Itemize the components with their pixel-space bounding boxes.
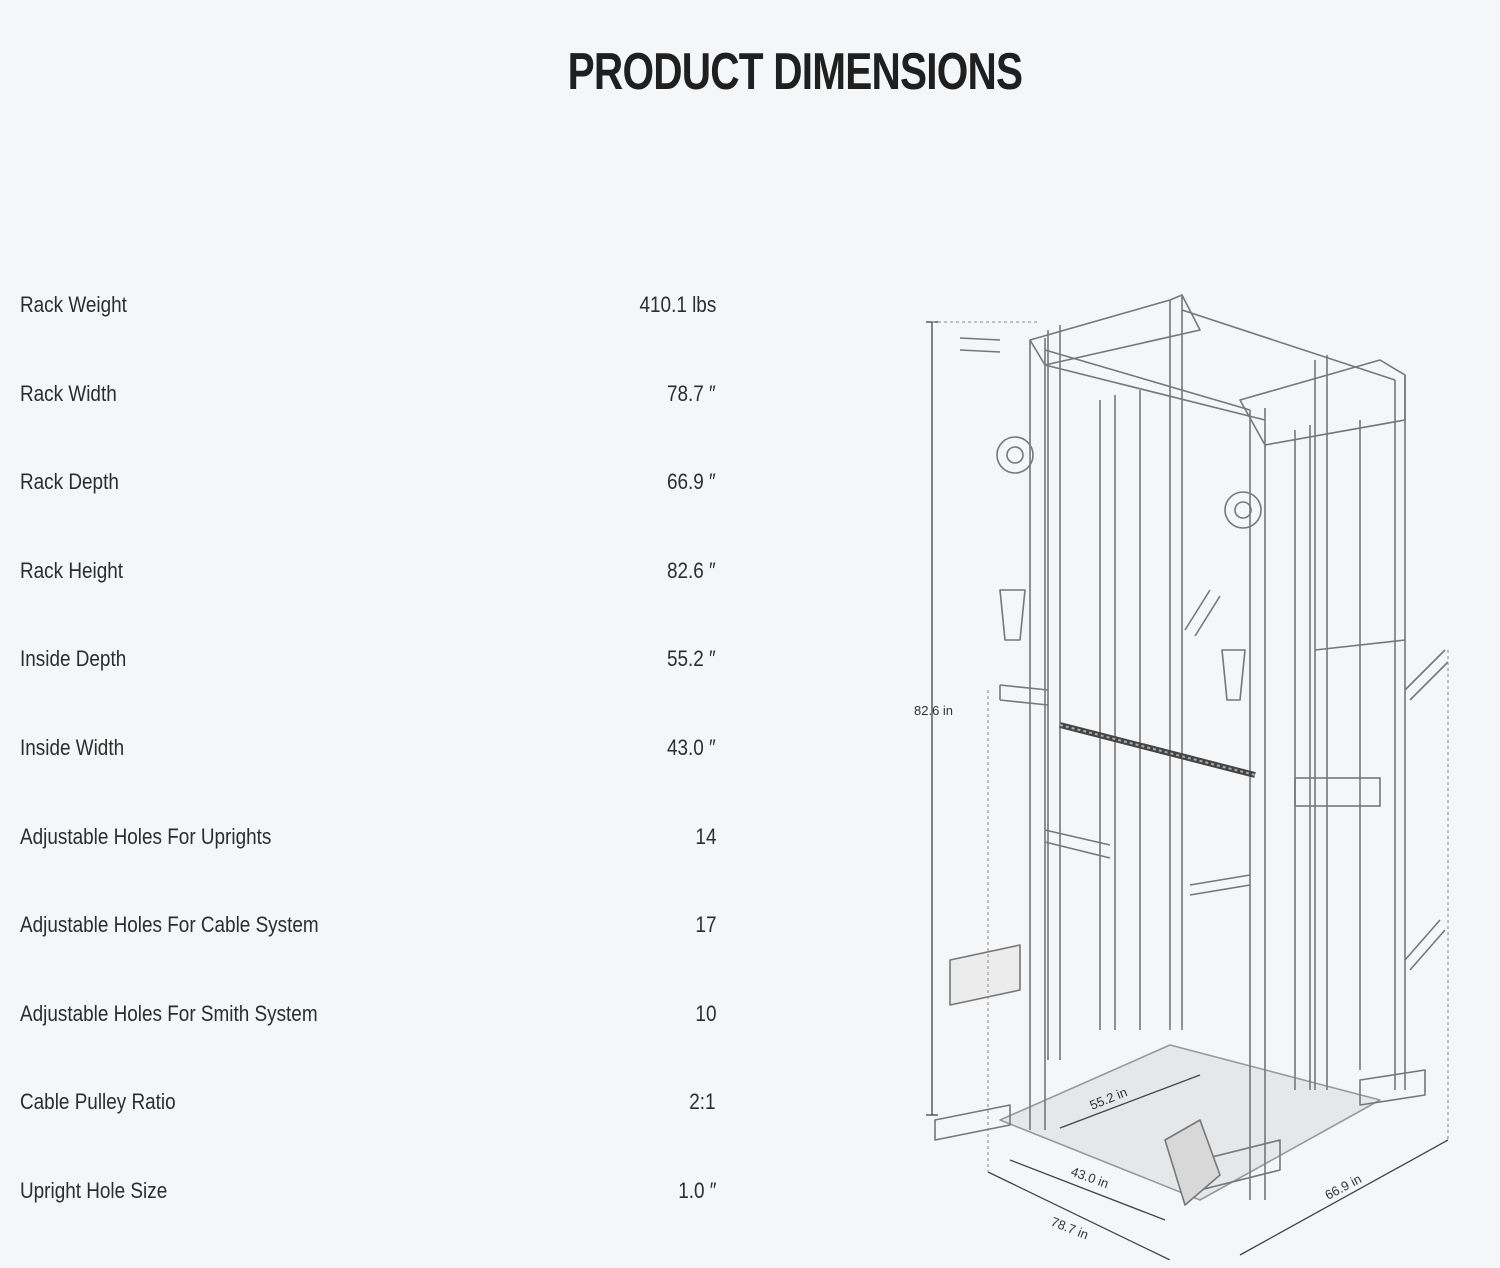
page-title: PRODUCT DIMENSIONS (567, 43, 1023, 101)
spec-value: 14 (694, 823, 716, 849)
rack-diagram (900, 270, 1460, 1260)
spec-value: 10 (694, 1000, 716, 1026)
spec-value: 78.7 ″ (667, 380, 716, 406)
spec-row (20, 705, 720, 794)
spec-row (20, 616, 720, 705)
spec-row (20, 1059, 720, 1148)
spec-row (20, 439, 720, 528)
spec-row (20, 262, 720, 351)
spec-value: 43.0 ″ (667, 734, 716, 760)
rack-illustration (900, 270, 1460, 1260)
rack-frame (935, 295, 1448, 1205)
spec-label: Rack Depth (20, 469, 119, 495)
spec-label: Rack Height (20, 557, 124, 583)
spec-row (20, 882, 720, 971)
spec-label: Upright Hole Size (20, 1177, 168, 1203)
height-dimension-label: 82.6 in (914, 703, 954, 718)
spec-label: Adjustable Holes For Cable System (20, 912, 319, 938)
inside-width-dimension-label: 43.0 in (1068, 1163, 1111, 1192)
spec-label: Inside Width (20, 734, 125, 760)
depth-dimension-label: 66.9 in (1322, 1171, 1364, 1203)
spec-value: 66.9 ″ (667, 469, 716, 495)
spec-label: Adjustable Holes For Smith System (20, 1000, 318, 1026)
inside-depth-dimension-label: 55.2 in (1087, 1084, 1130, 1113)
spec-value: 55.2 ″ (667, 646, 716, 672)
smith-bar (1060, 725, 1380, 806)
spec-value: 17 (694, 912, 716, 938)
spec-row (20, 794, 720, 883)
spec-label: Inside Depth (20, 646, 127, 672)
spec-row (20, 528, 720, 617)
spec-value: 410.1 lbs (639, 292, 716, 317)
spec-row (20, 1148, 720, 1237)
spec-value: 1.0 ″ (677, 1177, 716, 1203)
width-dimension-label: 78.7 in (1048, 1213, 1091, 1243)
spec-row (20, 971, 720, 1060)
spec-table (20, 262, 720, 1237)
spec-label: Cable Pulley Ratio (20, 1089, 176, 1115)
spec-value: 2:1 (689, 1089, 716, 1115)
spec-label: Rack Width (20, 380, 117, 406)
spec-row (20, 351, 720, 440)
spec-value: 82.6 ″ (667, 557, 716, 583)
spec-label: Rack Weight (20, 292, 127, 317)
spec-label: Adjustable Holes For Uprights (20, 823, 272, 849)
